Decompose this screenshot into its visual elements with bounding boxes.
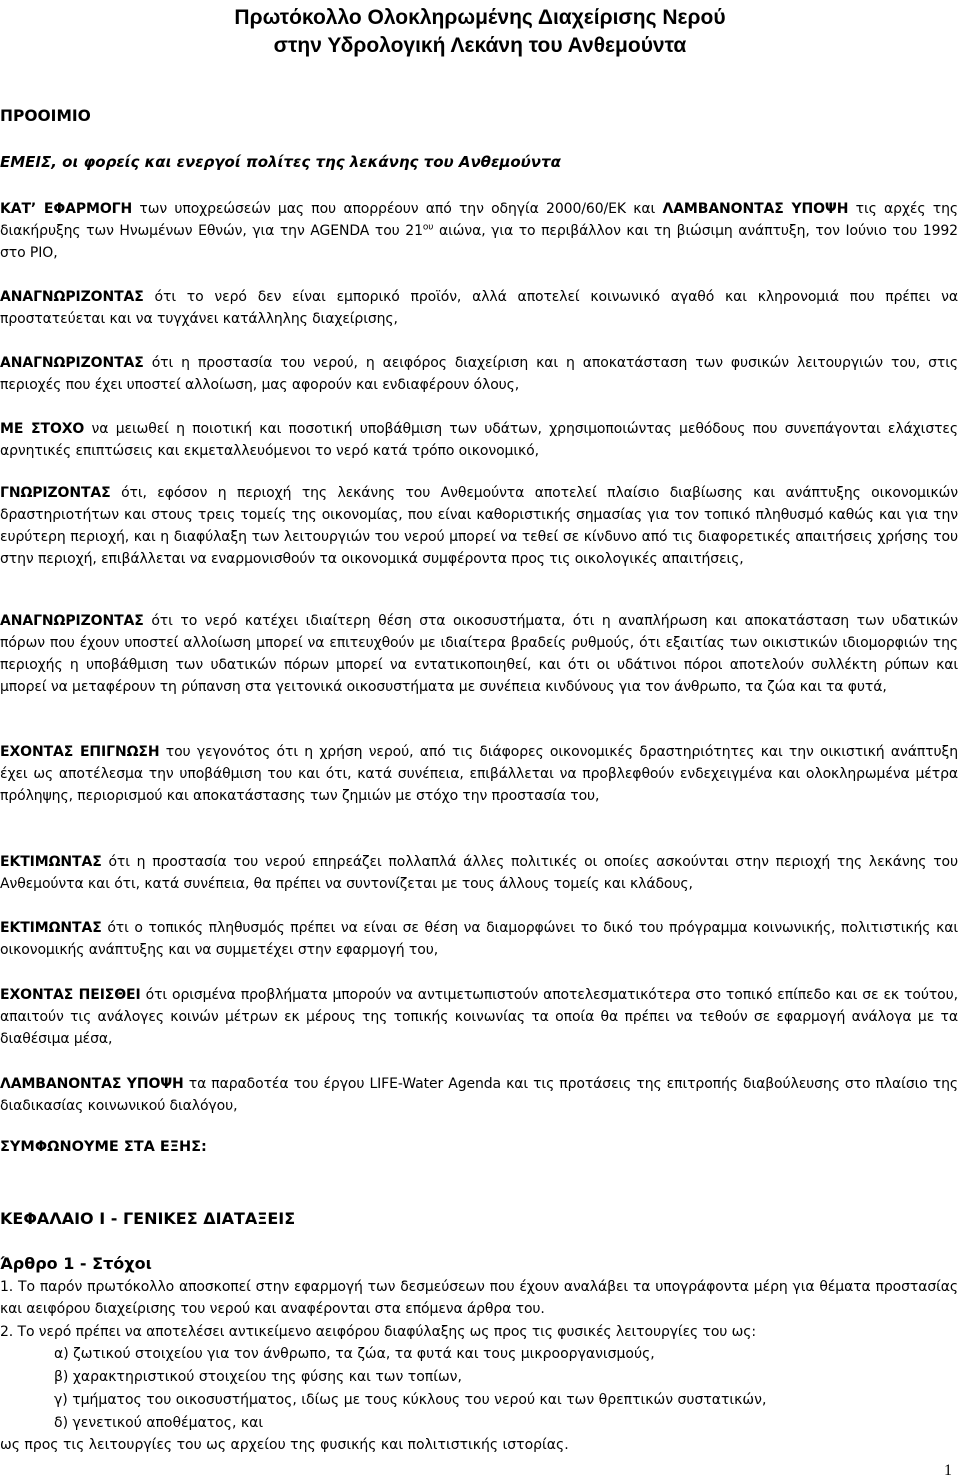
paragraph-text: του γεγονότος ότι η χρήση νερού, από τις διάφορες οικονομικές δραστηριότητες και την οικιστική ανάπτυξη έχει ως αποτέλεσμα την υποβάθμιση του και ότι, κατά συνέπεια, επιβάλλεται να προβλεφθούν ενδεχειγμένα και ολοκληρωμένα μέτρα πρόληψης, περιορισμού και αποκατάστασης των ζημιών με στόχο την προστασία του, [0, 744, 958, 804]
chapter-heading: ΚΕΦΑΛΑΙΟ Ι - ΓΕΝΙΚΕΣ ΔΙΑΤΑΞΕΙΣ [0, 1209, 296, 1228]
paragraph-text: ότι ο τοπικός πληθυσμός πρέπει να είναι σε θέση να διαμορφώνει το δικό του πρόγραμμα κοινωνικής, πολιτιστικής και οικονομικής ανάπτυξης και να συμμετέχει στην εφαρμογή του, [0, 920, 958, 958]
paragraph-2 [0, 286, 958, 330]
paragraph-text: τα παραδοτέα του έργου LIFE-Water Agenda και τις προτάσεις της επιτροπής διαβούλευσης στο πλαίσιο της διαδικασίας κοινωνικού διαλόγου, [0, 1076, 958, 1114]
paragraph-text: ότι, εφόσον η περιοχή της λεκάνης του Ανθεμούντα αποτελεί πλαίσιο διαβίωσης και ανάπτυξης οικονομικών δραστηριοτήτων και στους τρεις τομείς της οικονομίας, που είναι καθοριστικής σημασίας για τον τοπικό πληθυσμό καθώς και για την ευρύτερη περιοχή, και η διαφύλαξη των λειτουργιών του νερού μπορεί να τεθεί σε κίνδυνο από τις διαφορετικές απαιτήσεις χρήσης του στην περιοχή, επιβάλλεται να εναρμονισθούν τα οικονομικά συμφέροντα προς τις οικολογικές απαιτήσεις, [0, 485, 958, 567]
keyword: ΓΝΩΡΙΖΟΝΤΑΣ [0, 485, 111, 501]
paragraph-text: τις αρχές της διακήρυξης των Ηνωμένων Εθνών, για την AGENDA του 21 [0, 201, 958, 239]
paragraph-5 [0, 482, 958, 570]
keyword: ΕΚΤΙΜΩΝΤΑΣ [0, 854, 102, 870]
paragraph-9 [0, 917, 958, 961]
keyword: ΜΕ ΣΤΟΧΟ [0, 421, 85, 437]
article-1-paragraph-2: 2. Το νερό πρέπει να αποτελέσει αντικείμενο αειφόρου διαφύλαξης ως προς τις φυσικές λειτουργίες του ως: [0, 1324, 757, 1340]
agreement-heading: ΣΥΜΦΩΝΟΥΜΕ ΣΤΑ ΕΞΗΣ: [0, 1139, 207, 1155]
keyword: ΑΝΑΓΝΩΡΙΖΟΝΤΑΣ [0, 289, 144, 305]
keyword: ΛΑΜΒΑΝΟΝΤΑΣ ΥΠΟΨΗ [662, 201, 849, 217]
keyword: ΕΧΟΝΤΑΣ ΠΕΙΣΘΕΙ [0, 987, 141, 1003]
paragraph-6 [0, 610, 958, 698]
paragraph-text: αιώνα, για το περιβάλλον και τη βιώσιμη ανάπτυξη, τον Ιούνιο του 1992 στο ΡΙΟ, [0, 223, 958, 261]
paragraph-4 [0, 418, 958, 462]
paragraph-text: ότι το νερό κατέχει ιδιαίτερη θέση στα οικοσυστήματα, ότι η αναπλήρωση και αποκατάσταση των υδατικών πόρων που έχουν υποστεί αλλοίωση μπορεί να επιτευχθούν με ιδιαίτερα βραδείς ρυθμούς, ότι εξαιτίας των οικιστικών ιδιομορφιών της περιοχής η υποβάθμιση των υδατικών πόρων μπορεί να εντατικοποιηθεί, και ότι οι υδάτινοι πόροι αποτελούν συλλέκτη ρύπων και μπορεί να μεταφέρουν τη ρύπανση στα γειτονικά οικοσυστήματα με συνέπεια κινδύνους για τον άνθρωπο, τα ζώα και τα φυτά, [0, 613, 958, 695]
article-heading: Άρθρο 1 - Στόχοι [0, 1254, 152, 1273]
list-item: γ) τμήματος του οικοσυστήματος, ιδίως με τους κύκλους του νερού και των θρεπτικών συστατικών, [54, 1392, 767, 1408]
paragraph-text: ότι το νερό δεν είναι εμπορικό προϊόν, αλλά αποτελεί κοινωνικό αγαθό και κληρονομιά που πρέπει να προστατεύεται και να τυγχάνει κατάλληλης διαχείρισης, [0, 289, 958, 327]
keyword: ΕΚΤΙΜΩΝΤΑΣ [0, 920, 102, 936]
page-number: 1 [944, 1462, 952, 1479]
list-item: δ) γενετικού αποθέματος, και [54, 1415, 264, 1431]
list-item: β) χαρακτηριστικού στοιχείου της φύσης και των τοπίων, [54, 1369, 462, 1385]
paragraph-text: να μειωθεί η ποιοτική και ποσοτική υποβάθμιση των υδάτων, χρησιμοποιώντας μεθόδους που συνεπάγονται ελάχιστες αρνητικές επιπτώσεις και εκμεταλλευόμενοι το νερό κατά τρόπο οικονομικό, [0, 421, 959, 459]
preamble-subheading: ΕΜΕΙΣ, οι φορείς και ενεργοί πολίτες της λεκάνης του Ανθεμούντα [0, 153, 561, 171]
paragraph-text: ότι η προστασία του νερού επηρεάζει πολλαπλά άλλες πολιτικές οι οποίες ασκούνται στην περιοχή της λεκάνης του Ανθεμούντα και ότι, κατά συνέπεια, θα πρέπει να συντονίζεται με τους άλλους τομείς και κλάδους, [0, 854, 958, 892]
paragraph-text: ότι ορισμένα προβλήματα μπορούν να αντιμετωπιστούν αποτελεσματικότερα στο τοπικό επίπεδο και σε εκ τούτου, απαιτούν τις ανάλογες κοινών μέτρων εκ μέρους της τοπικής κοινωνίας τα οποία θα πρέπει να τεθούν σε εφαρμογή ανάλογα με τα διαθέσιμα μέσα, [0, 987, 958, 1047]
paragraph-text: ότι η προστασία του νερού, η αειφόρος διαχείριση και η αποκατάσταση των φυσικών λειτουργιών του, στις περιοχές που έχει υποστεί αλλοίωση, μας αφορούν και ενδιαφέρουν όλους, [0, 355, 958, 393]
article-1-closing: ως προς τις λειτουργίες του ως αρχείου της φυσικής και πολιτιστικής ιστορίας. [0, 1437, 569, 1453]
list-item: α) ζωτικού στοιχείου για τον άνθρωπο, τα ζώα, τα φυτά και τους μικροοργανισμούς, [54, 1346, 655, 1362]
document-title-line-1: Πρωτόκολλο Ολοκληρωμένης Διαχείρισης Νερού [234, 6, 726, 29]
article-1-paragraph-1: 1. Το παρόν πρωτόκολλο αποσκοπεί στην εφαρμογή των δεσμεύσεων που έχουν αναλάβει τα υπογράφοντα μέρη για θέματα προστασίας και αειφόρου διαχείρισης του νερού και αναφέρονται στα επόμενα άρθρα του. [0, 1279, 958, 1317]
paragraph-7 [0, 741, 958, 807]
keyword: ΕΧΟΝΤΑΣ ΕΠΙΓΝΩΣΗ [0, 744, 160, 760]
paragraph-11 [0, 1073, 958, 1117]
keyword: ΛΑΜΒΑΝΟΝΤΑΣ ΥΠΟΨΗ [0, 1076, 184, 1092]
keyword: ΑΝΑΓΝΩΡΙΖΟΝΤΑΣ [0, 613, 144, 629]
preamble-heading: ΠΡΟΟΙΜΙΟ [0, 107, 91, 125]
superscript: ου [422, 222, 434, 233]
document-title-line-2: στην Υδρολογική Λεκάνη του Ανθεμούντα [273, 34, 687, 57]
keyword: ΑΝΑΓΝΩΡΙΖΟΝΤΑΣ [0, 355, 144, 371]
paragraph-text: των υποχρεώσεών μας που απορρέουν από την οδηγία 2000/60/ΕΚ και [132, 201, 663, 217]
paragraph-8 [0, 851, 958, 895]
paragraph-1 [0, 198, 958, 264]
paragraph-3 [0, 352, 958, 396]
keyword: ΚΑΤ’ ΕΦΑΡΜΟΓΗ [0, 201, 133, 217]
paragraph-10 [0, 984, 958, 1050]
